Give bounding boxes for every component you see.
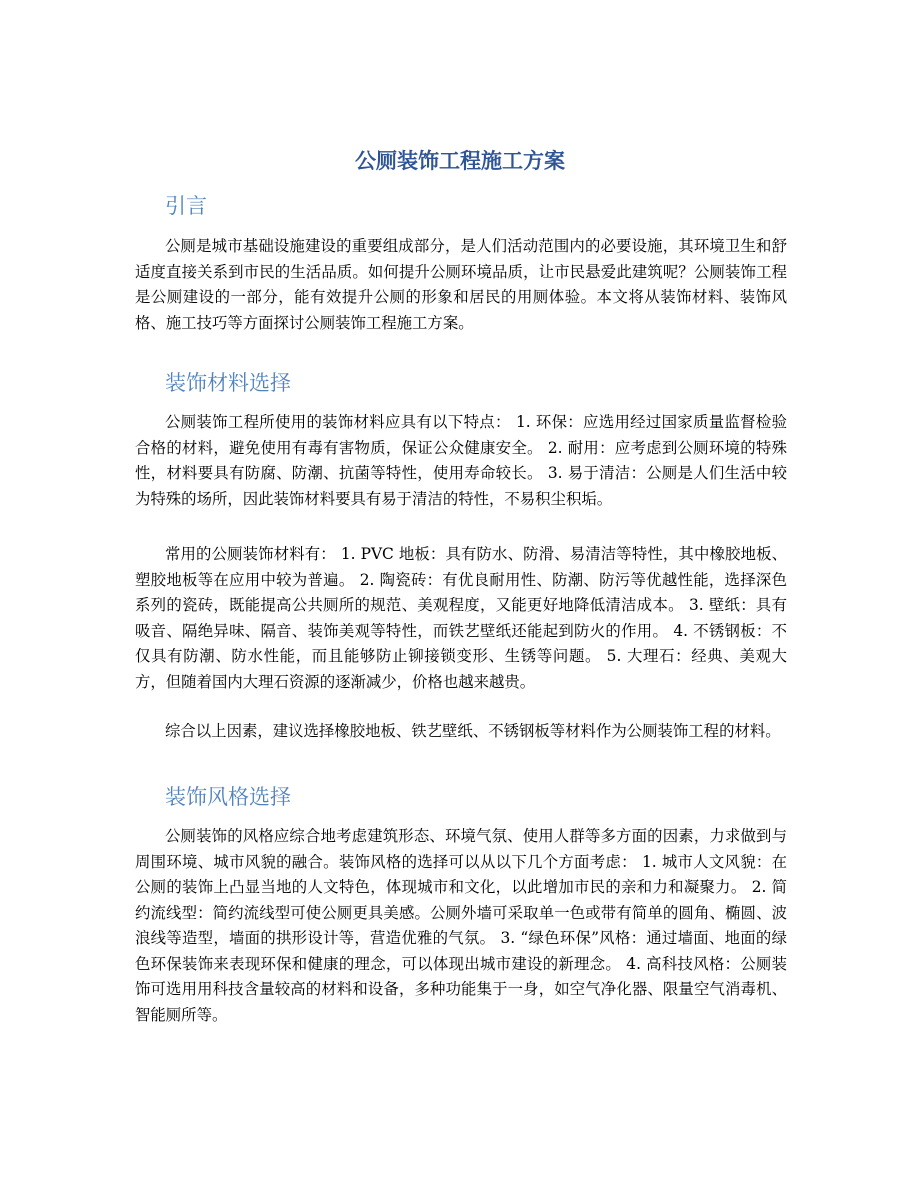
section-heading-materials: 装饰材料选择 bbox=[165, 371, 291, 395]
style-paragraph: 公厕装饰的风格应综合地考虑建筑形态、环境气氛、使用人群等多方面的因素，力求做到与周围环境、城市风貌的融合。装饰风格的选择可以从以下几个方面考虑： 1. 城市人文风貌：在公厕的装饰上凸显当地的人文特色，体现城市和文化，以此增加市民的亲和力和凝聚力。 2. 简约流线型：简约流线型可使公厕更具美感。公厕外墙可采取单一色或带有简单的圆角、椭圆、波浪线等造型，墙面的拱形设计等，营造优雅的气氛。 3. “绿色环保”风格：通过墙面、地面的绿色环保装饰来表现环保和健康的理念，可以体现出城市建设的新理念。 4. 高科技风格：公厕装饰可选用用科技含量较高的材料和设备，多种功能集于一身，如空气净化器、限量空气消毒机、智能厕所等。 bbox=[135, 827, 787, 1024]
section-heading-style: 装饰风格选择 bbox=[165, 785, 291, 809]
page-title: 公厕装饰工程施工方案 bbox=[355, 148, 565, 173]
materials-paragraph-common: 常用的公厕装饰材料有： 1. PVC 地板：具有防水、防滑、易清洁等特性，其中橡胶地板、塑胶地板等在应用中较为普遍。 2. 陶瓷砖：有优良耐用性、防潮、防污等优越性能，选择深色系列的瓷砖，既能提高公共厕所的规范、美观程度，又能更好地降低清洁成本。 3. 壁纸：具有吸音、隔绝异味、隔音、装饰美观等特性，而铁艺壁纸还能起到防火的作用。 4. 不锈钢板：不仅具有防潮、防水性能，而且能够防止铆接锁变形、生锈等问题。 5. 大理石：经典、美观大方，但随着国内大理石资源的逐渐减少，价格也越来越贵。 bbox=[135, 545, 787, 691]
materials-paragraph-features: 公厕装饰工程所使用的装饰材料应具有以下特点： 1. 环保：应选用经过国家质量监督检验合格的材料，避免使用有毒有害物质，保证公众健康安全。 2. 耐用：应考虑到公厕环境的特殊性，材料要具有防腐、防潮、抗菌等特性，使用寿命较长。 3. 易于清洁：公厕是人们生活中较为特殊的场所，因此装饰材料要具有易于清洁的特性，不易积尘积垢。 bbox=[135, 413, 787, 508]
section-heading-introduction: 引言 bbox=[165, 194, 207, 218]
introduction-paragraph: 公厕是城市基础设施建设的重要组成部分，是人们活动范围内的必要设施，其环境卫生和舒适度直接关系到市民的生活品质。如何提升公厕环境品质，让市民悬爱此建筑呢？公厕装饰工程是公厕建设的一部分，能有效提升公厕的形象和居民的用厕体验。本文将从装饰材料、装饰风格、施工技巧等方面探讨公厕装饰工程施工方案。 bbox=[135, 237, 787, 332]
materials-paragraph-summary: 综合以上因素，建议选择橡胶地板、铁艺壁纸、不锈钢板等材料作为公厕装饰工程的材料。 bbox=[165, 722, 781, 740]
